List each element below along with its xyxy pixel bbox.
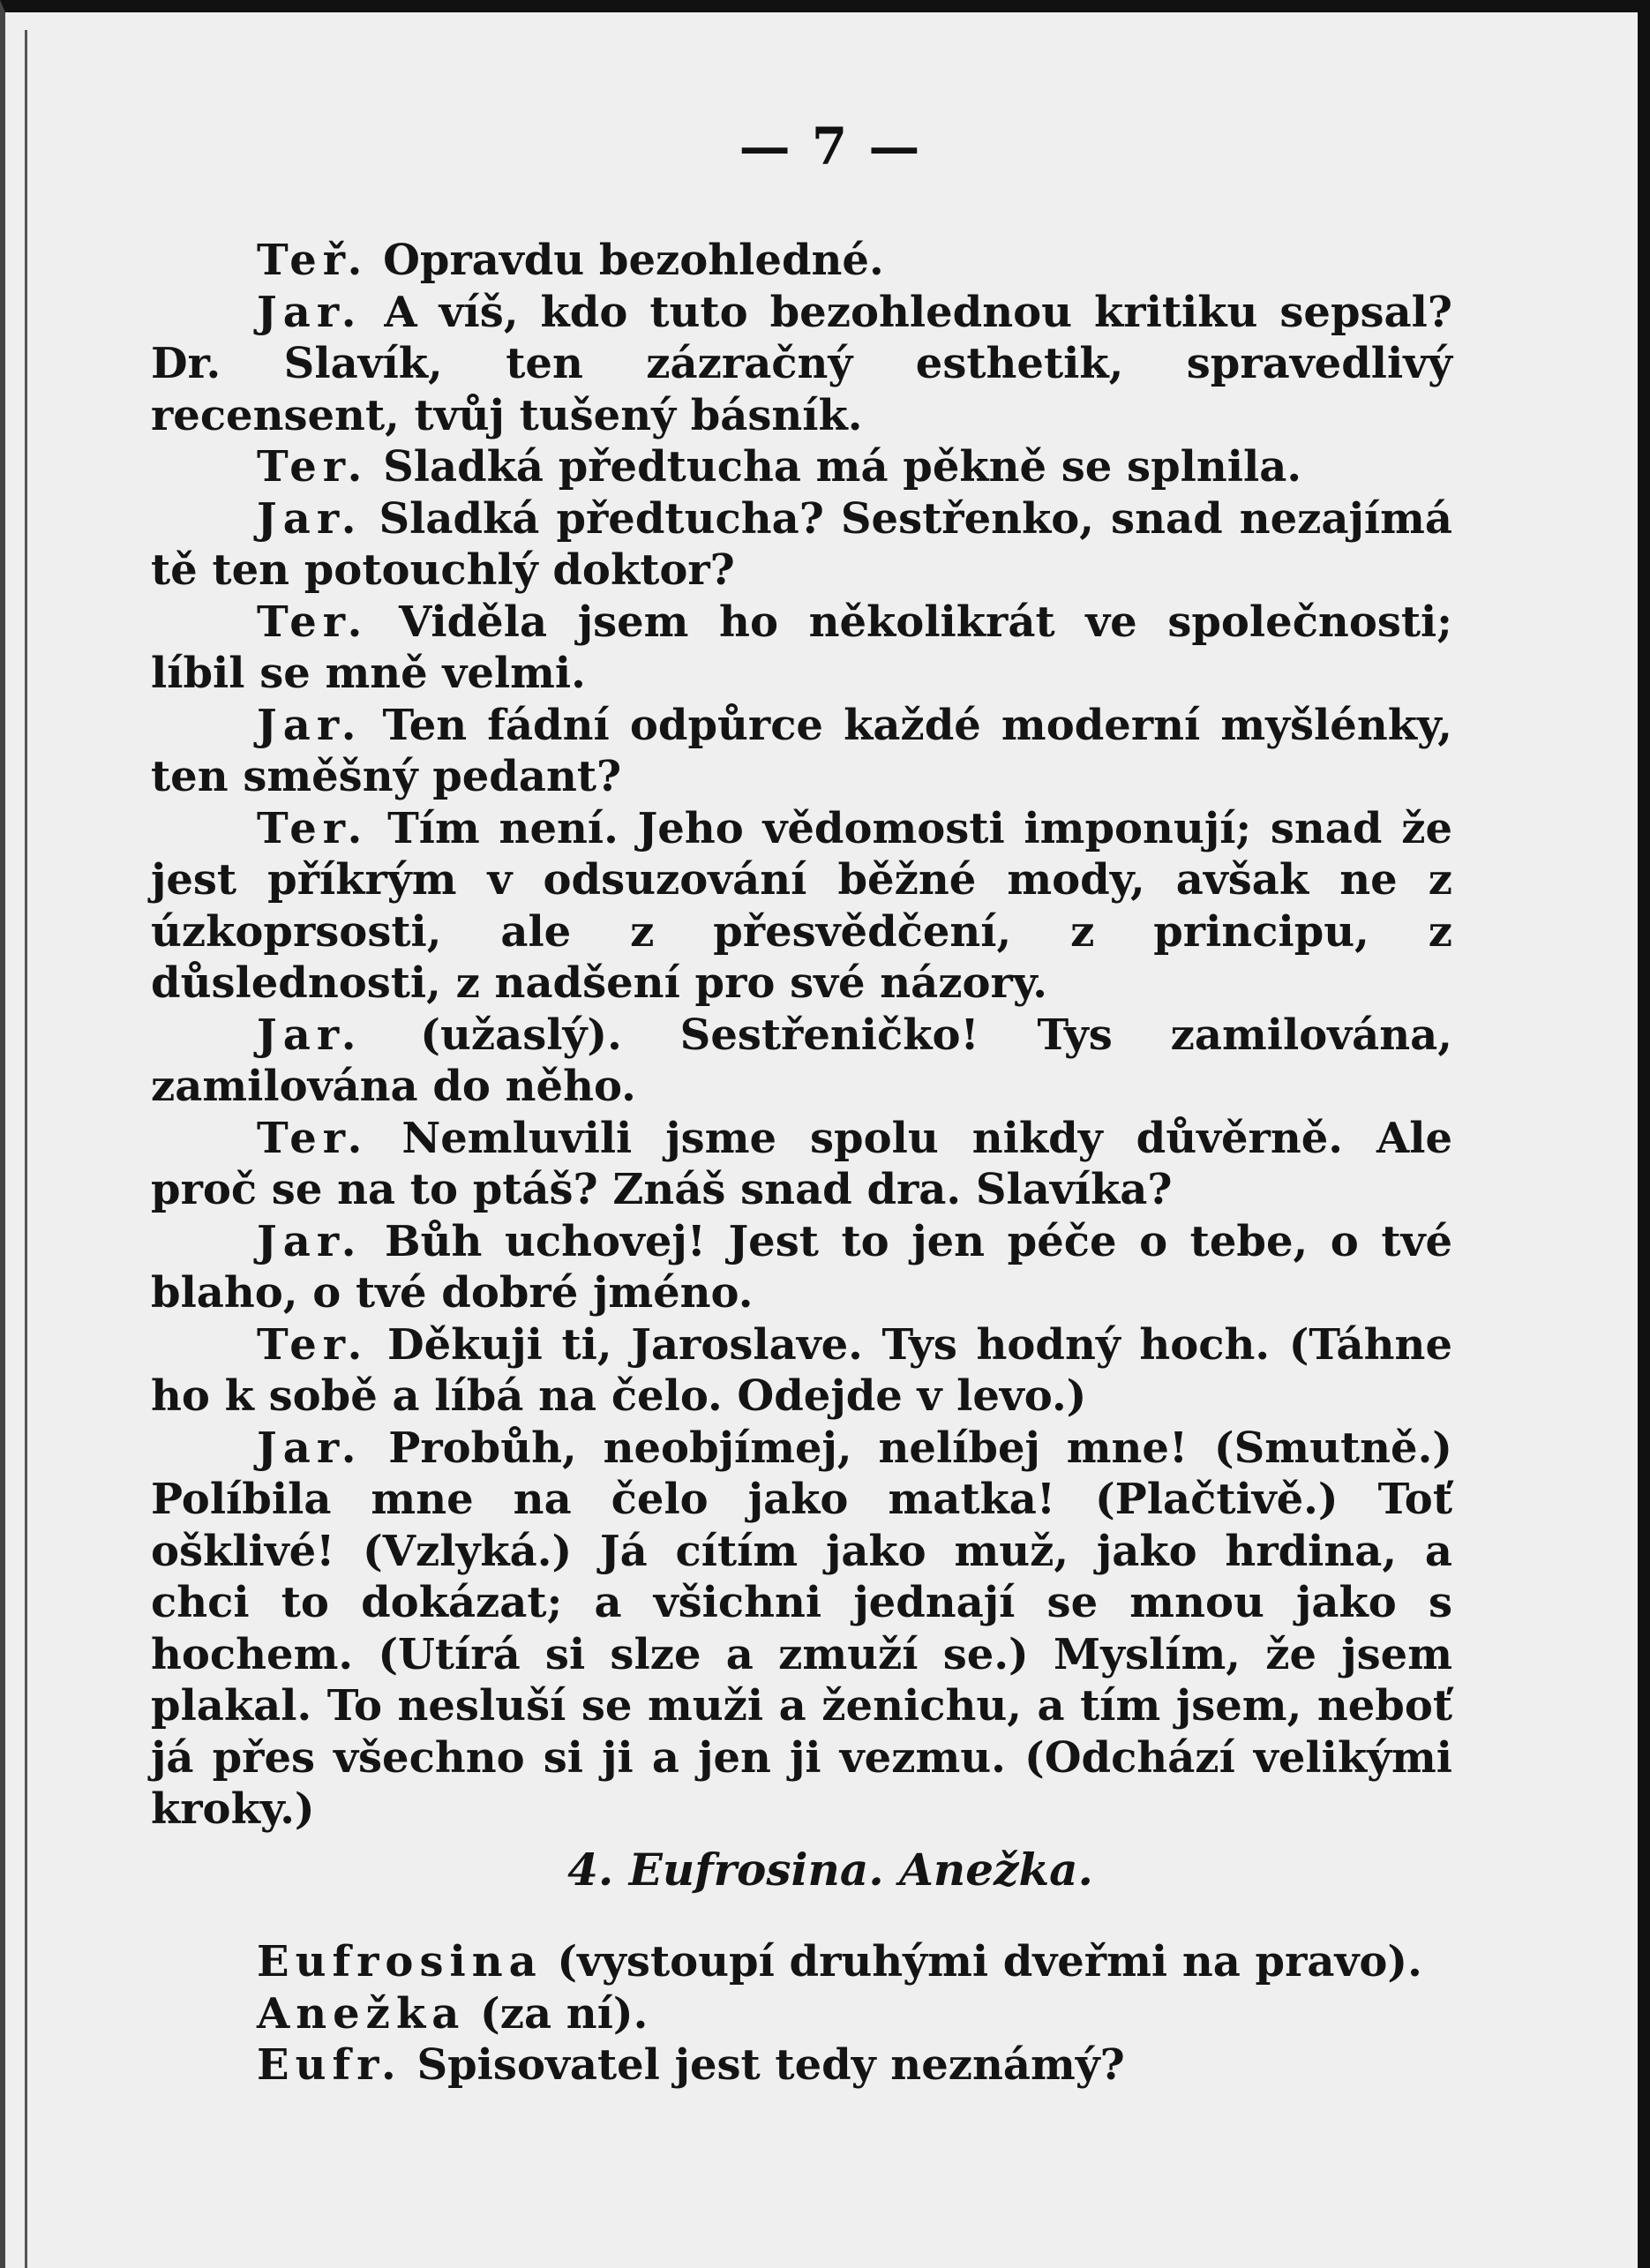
dialogue-text: Bůh uchovej! Jest to jen péče o tebe, o tvé blaho, o tvé dobré jméno.: [151, 1216, 1452, 1318]
speaker-name: Teř.: [257, 236, 369, 285]
scene-cast: [151, 1936, 1452, 2092]
dialogue-text: (užaslý). Sestřeničko! Tys zamilována, zamilována do něho.: [151, 1010, 1452, 1111]
dialogue-paragraph: [151, 1216, 1452, 1319]
cast-line: [151, 1936, 1452, 1988]
dialogue-paragraph: [151, 287, 1452, 442]
dialogue-paragraph: [151, 493, 1452, 597]
cast-line: [151, 1988, 1452, 2040]
dialogue-text: Ten fádní odpůrce každé moderní myšlénky, ten směšný pedant?: [151, 700, 1452, 801]
speaker-name: Ter.: [257, 597, 369, 647]
speaker-name: Eufr.: [257, 2040, 402, 2090]
dialogue-paragraph: [151, 1010, 1452, 1113]
dialogue-body: [151, 235, 1452, 1836]
dialogue-paragraph: [151, 597, 1452, 700]
speaker-name: Jar.: [257, 1423, 363, 1473]
speaker-name: Jar.: [257, 287, 363, 337]
dialogue-text: A víš, kdo tuto bezohlednou kritiku sepsal? Dr. Slavík, ten zázračný esthetik, spravedlivý recensent, tvůj tušený básník.: [151, 287, 1452, 440]
dialogue-paragraph: [151, 700, 1452, 803]
dialogue-text: Spisovatel jest tedy neznámý?: [416, 2040, 1125, 2090]
speaker-name: Jar.: [257, 1216, 363, 1266]
dialogue-text: Děkuji ti, Jaroslave. Tys hodný hoch. (Táhne ho k sobě a líbá na čelo. Odejde v levo.): [151, 1319, 1452, 1421]
dialogue-paragraph: [151, 1423, 1452, 1836]
speaker-name: Anežka: [257, 1988, 466, 2039]
speaker-name: Ter.: [257, 1319, 369, 1370]
dialogue-text: Nemluvili jsme spolu nikdy důvěrně. Ale proč se na to ptáš? Znáš snad dra. Slavíka?: [151, 1113, 1452, 1214]
dialogue-paragraph: [151, 235, 1452, 287]
speaker-name: Ter.: [257, 1113, 369, 1163]
dialogue-text: Viděla jsem ho několikrát ve společnosti; líbil se mně velmi.: [151, 597, 1452, 698]
speaker-name: Ter.: [257, 803, 369, 853]
speaker-name: Jar.: [257, 700, 363, 750]
page-number: — 7 —: [739, 116, 922, 176]
dialogue-text: Sladká předtucha? Sestřenko, snad nezajímá tě ten potouchlý doktor?: [151, 493, 1452, 595]
dialogue-paragraph: [151, 803, 1452, 1010]
page-gutter-edge: [25, 30, 27, 2268]
dialogue-paragraph: [151, 1319, 1452, 1423]
dialogue-paragraph: [151, 441, 1452, 493]
speaker-name: Ter.: [257, 442, 369, 492]
dialogue-text: (za ní).: [480, 1988, 649, 2039]
speaker-name: Jar.: [257, 493, 363, 544]
dialogue-text: Sladká předtucha má pěkně se splnila.: [383, 442, 1302, 492]
speaker-name: Jar.: [257, 1010, 363, 1060]
scene-heading: 4. Eufrosina. Anežka.: [567, 1844, 1093, 1896]
dialogue-paragraph: [151, 1113, 1452, 1216]
cast-line: [151, 2039, 1452, 2092]
dialogue-text: Opravdu bezohledné.: [383, 236, 884, 285]
dialogue-text: (vystoupí druhými dveřmi na pravo).: [557, 1937, 1422, 1986]
speaker-name: Eufrosina: [257, 1937, 543, 1986]
dialogue-text: Probůh, neobjímej, nelíbej mne! (Smutně.) Políbila mne na čelo jako matka! (Plačtivě.) Toť ošklivé! (Vzlyká.) Já cítím jako muž, jako hrdina, a chci to dokázat; a všichni jednají se mnou jako s hochem. (Utírá si slze a zmuží se.) Myslím, že jsem plakal. To nesluší se muži a ženichu, a tím jsem, neboť já přes všechno si ji a jen ji vezmu. (Odchází velikými kroky.): [151, 1423, 1452, 1834]
dialogue-text: Tím není. Jeho vědomosti imponují; snad že jest příkrým v odsuzování běžné mody, avšak ne z úzkoprsosti, ale z přesvědčení, z principu, z důslednosti, z nadšení pro své názory.: [151, 803, 1452, 1008]
